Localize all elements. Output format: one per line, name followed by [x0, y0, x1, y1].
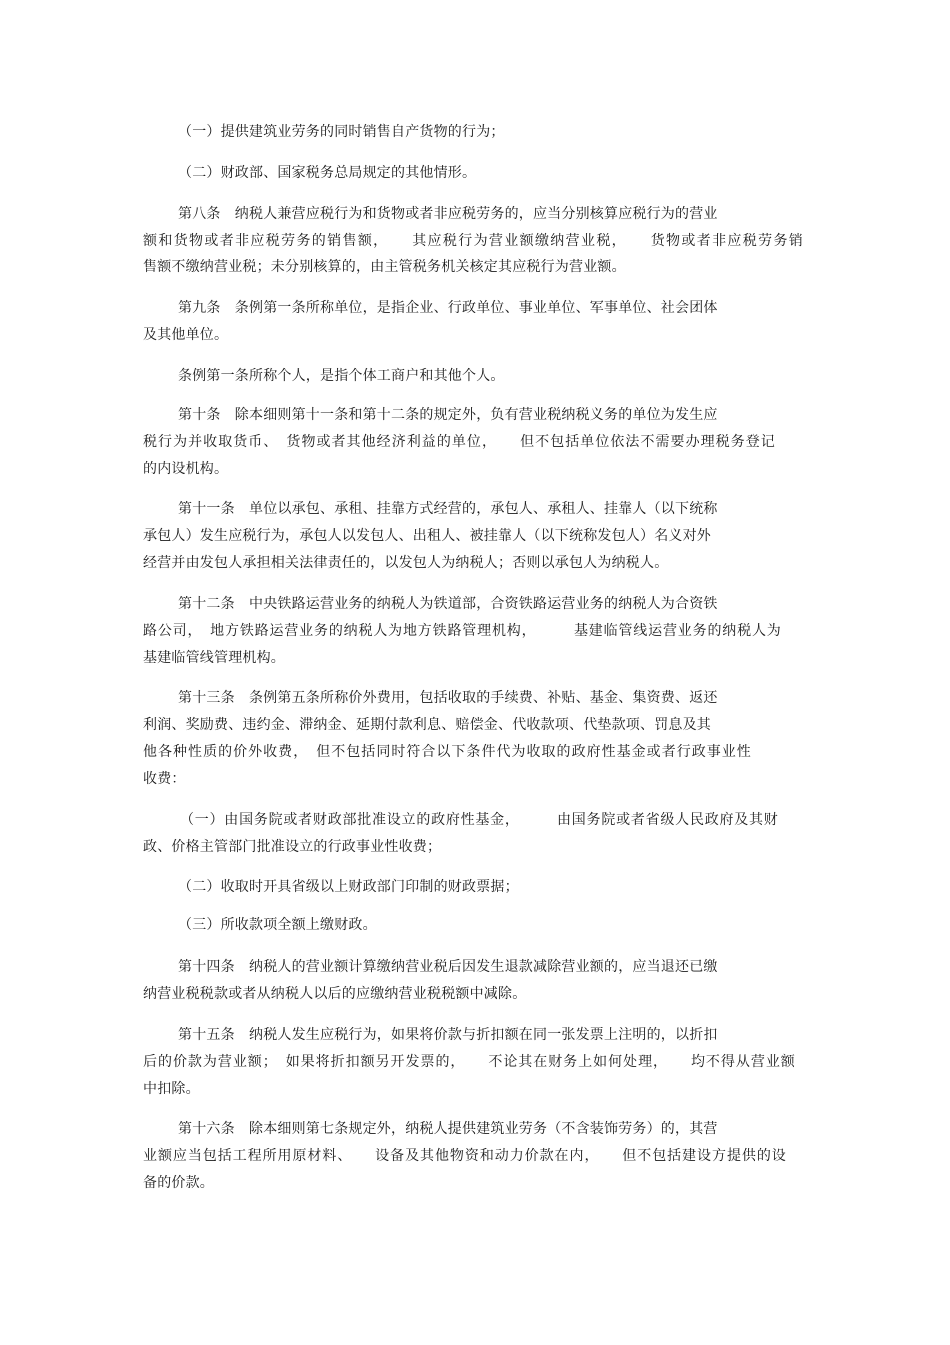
line-item: 第十六条 除本细则第七条规定外，纳税人提供建筑业劳务（不含装饰劳务）的，其营 [178, 1121, 718, 1137]
line-item: 备的价款。 [143, 1175, 214, 1191]
line-item: 第十条 除本细则第十一条和第十二条的规定外，负有营业税纳税义务的单位为发生应 [178, 407, 718, 423]
line-item: 中扣除。 [143, 1081, 200, 1097]
line-item: 第八条 纳税人兼营应税行为和货物或者非应税劳务的，应当分别核算应税行为的营业 [178, 206, 718, 222]
line-item: 额和货物或者非应税劳务的销售额， 其应税行为营业额缴纳营业税， 货物或者非应税劳务销 [143, 233, 803, 249]
line-item: 税行为并收取货币、 货物或者其他经济利益的单位， 但不包括单位依法不需要办理税务登记 [143, 434, 775, 450]
line-item: 及其他单位。 [143, 327, 229, 343]
line-item: 第十五条 纳税人发生应税行为，如果将价款与折扣额在同一张发票上注明的，以折扣 [178, 1027, 718, 1043]
line-item: 售额不缴纳营业税；未分别核算的，由主管税务机关核定其应税行为营业额。 [143, 259, 626, 275]
line-item: （二）收取时开具省级以上财政部门印制的财政票据； [178, 879, 519, 895]
line-item: 基建临管线管理机构。 [143, 650, 285, 666]
line-item: 的内设机构。 [143, 461, 229, 477]
line-item: 经营并由发包人承担相关法律责任的，以发包人为纳税人；否则以承包人为纳税人。 [143, 555, 669, 571]
line-item: （三）所收款项全额上缴财政。 [178, 917, 377, 933]
line-item: 他各种性质的价外收费， 但不包括同时符合以下条件代为收取的政府性基金或者行政事业性 [143, 744, 751, 760]
line-item: 第十一条 单位以承包、承租、挂靠方式经营的，承包人、承租人、挂靠人（以下统称 [178, 501, 718, 517]
line-item: 收费： [143, 771, 186, 787]
line-item: 后的价款为营业额； 如果将折扣额另开发票的， 不论其在财务上如何处理， 均不得从营业额 [143, 1054, 795, 1070]
line-item: 承包人）发生应税行为，承包人以发包人、出租人、被挂靠人（以下统称发包人）名义对外 [143, 528, 711, 544]
line-item: 路公司， 地方铁路运营业务的纳税人为地方铁路管理机构， 基建临管线运营业务的纳税人为 [143, 623, 781, 639]
line-item: 条例第一条所称个人，是指个体工商户和其他个人。 [178, 368, 505, 384]
line-item: （一）提供建筑业劳务的同时销售自产货物的行为； [178, 124, 505, 140]
line-item: （二）财政部、国家税务总局规定的其他情形。 [178, 165, 477, 181]
line-item: 政、价格主管部门批准设立的行政事业性收费； [143, 839, 442, 855]
line-item: （一）由国务院或者财政部批准设立的政府性基金， 由国务院或者省级人民政府及其财 [180, 812, 778, 828]
line-item: 业额应当包括工程所用原材料、 设备及其他物资和动力价款在内， 但不包括建设方提供的设 [143, 1148, 786, 1164]
line-item: 利润、奖励费、违约金、滞纳金、延期付款利息、赔偿金、代收款项、代垫款项、罚息及其 [143, 717, 711, 733]
line-item: 纳营业税税款或者从纳税人以后的应缴纳营业税税额中减除。 [143, 986, 527, 1002]
line-item: 第十三条 条例第五条所称价外费用，包括收取的手续费、补贴、基金、集资费、返还 [178, 690, 718, 706]
line-item: 第十四条 纳税人的营业额计算缴纳营业税后因发生退款减除营业额的，应当退还已缴 [178, 959, 718, 975]
line-item: 第十二条 中央铁路运营业务的纳税人为铁道部，合资铁路运营业务的纳税人为合资铁 [178, 596, 718, 612]
line-item: 第九条 条例第一条所称单位，是指企业、行政单位、事业单位、军事单位、社会团体 [178, 300, 718, 316]
